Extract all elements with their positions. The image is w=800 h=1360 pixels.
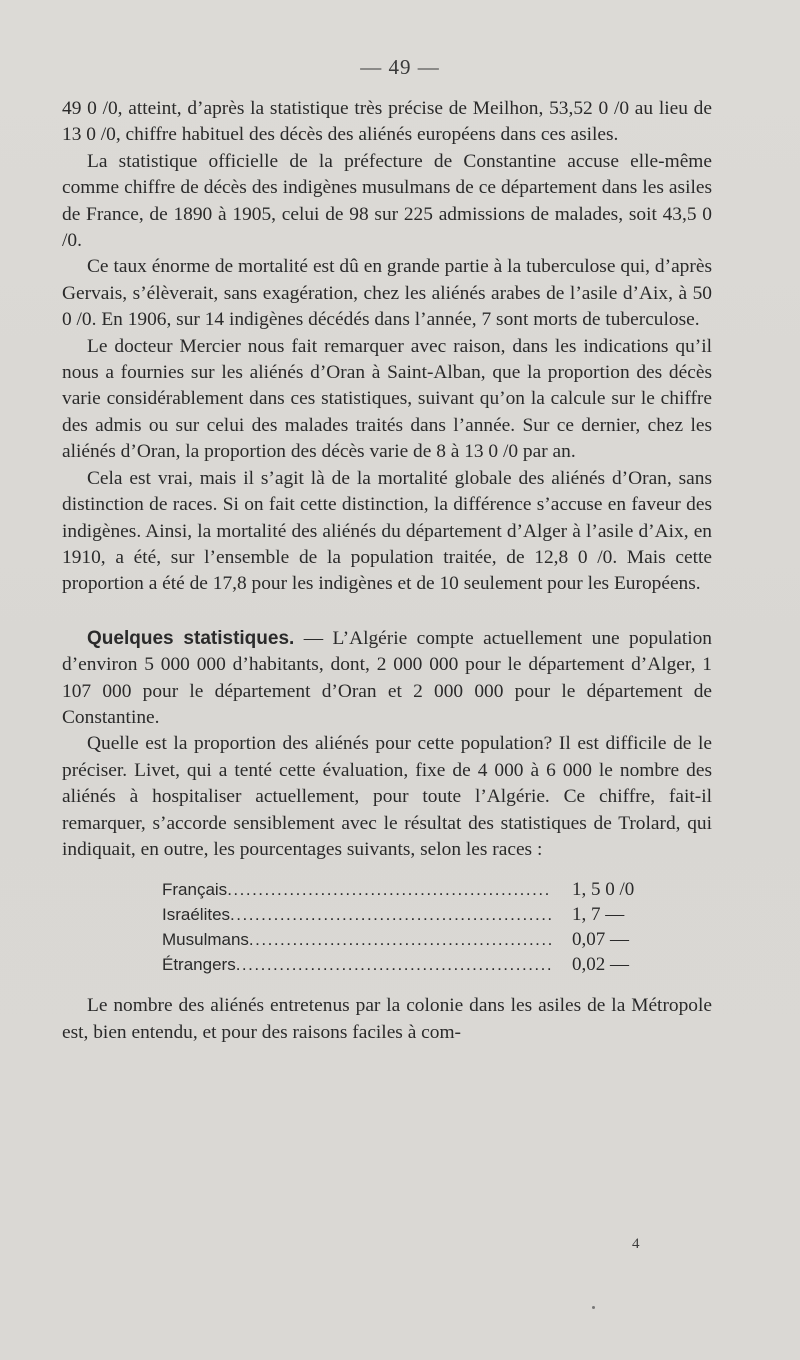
paragraph: 49 0 /0, atteint, d’après la statistique très précise de Meilhon, 53,52 0 /0 au lieu de 13 0 /0, chiffre habituel des décès des aliénés européens dans ces asiles. bbox=[62, 98, 712, 146]
table-row bbox=[162, 952, 682, 977]
paragraph: Cela est vrai, mais il s’agit là de la mortalité globale des aliénés d’Oran, sans distinction de races. Si on fait cette distinction, la différence s’accuse en faveur des indigènes. Ainsi, la mortalité des aliénés du département d’Alger à l’asile d’Aix, en 1910, a été, sur l’ensemble de la population traitée, de 12,8 0 /0. Mais cette proportion a été de 17,8 pour les indigènes et de 10 seulement pour les Européens. bbox=[62, 467, 712, 595]
percentages-table bbox=[162, 877, 682, 977]
signature-mark: 4 bbox=[632, 1236, 640, 1252]
table-row bbox=[162, 927, 682, 952]
row-value: 0,07 — bbox=[572, 929, 629, 951]
leader-dots bbox=[249, 927, 552, 952]
row-label: Israélites bbox=[162, 905, 231, 925]
paragraph: Le nombre des aliénés entretenus par la colonie dans les asiles de la Métropole est, bien entendu, et pour des raisons faciles à com- bbox=[62, 995, 712, 1043]
paragraph: Le docteur Mercier nous fait remarquer avec raison, dans les indications qu’il nous a fournies sur les aliénés d’Oran à Saint-Alban, que la proportion des décès varie considérablement dans ces statistiques, suivant qu’on la calcule sur le chiffre des admis ou sur celui des malades traités dans l’année. Sur ce dernier, chez les aliénés d’Oran, la proportion des décès varie de 8 à 13 0 /0 par an. bbox=[62, 335, 712, 463]
table-row bbox=[162, 877, 682, 902]
leader-dots bbox=[227, 877, 552, 902]
table-row bbox=[162, 902, 682, 927]
page-number: — 49 — bbox=[360, 55, 440, 79]
row-value: 0,02 — bbox=[572, 954, 629, 976]
paragraph: Quelle est la proportion des aliénés pour cette population? Il est difficile de le préciser. Livet, qui a tenté cette évaluation, fixe de 4 000 à 6 000 le nombre des aliénés à hospitaliser actuellement, pour toute l’Algérie. Ce chiffre, fait-il remarquer, s’accorde sensiblement avec le résultat des statistiques de Trolard, qui indiquait, en outre, les pourcentages suivants, selon les races : bbox=[62, 733, 712, 860]
paragraph: Ce taux énorme de mortalité est dû en grande partie à la tuberculose qui, d’après Gervais, s’élèverait, sans exagération, chez les aliénés arabes de l’asile d’Aix, à 50 0 /0. En 1906, sur 14 indigènes décédés dans l’année, 7 sont morts de tuberculose. bbox=[62, 256, 712, 331]
section-paragraph bbox=[62, 626, 712, 732]
row-value: 1, 7 — bbox=[572, 904, 625, 926]
paper-speck bbox=[592, 1306, 595, 1309]
leader-dots bbox=[230, 902, 552, 927]
leader-dots bbox=[236, 952, 552, 977]
section-heading-text: — L’Algérie compte actuellement une population d’environ 5 000 000 d’habitants, dont, 2 000 000 pour le département d’Alger, 1 107 000 pour le département d’Oran et 2 000 000 pour le département de Constantine. bbox=[62, 627, 712, 728]
page-body bbox=[62, 96, 712, 1046]
row-label: Étrangers bbox=[162, 955, 236, 975]
row-label: Musulmans bbox=[162, 930, 249, 950]
paragraph: La statistique officielle de la préfecture de Constantine accuse elle-même comme chiffre de décès des indigènes musulmans de ce département dans les asiles de France, de 1890 à 1905, celui de 98 sur 225 admissions de malades, soit 43,5 0 /0. bbox=[62, 150, 712, 252]
section-heading: Quelques statistiques. bbox=[87, 627, 295, 649]
row-value: 1, 5 0 /0 bbox=[572, 879, 635, 901]
row-label: Français bbox=[162, 880, 228, 900]
